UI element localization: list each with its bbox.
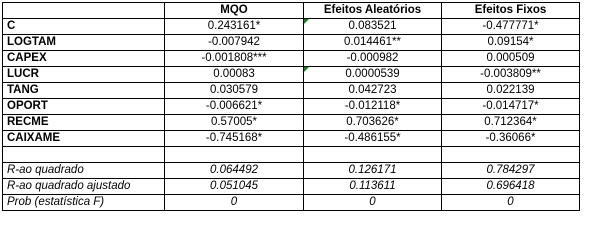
value-cell-efeitos-aleatorios[interactable]: -0.486155*: [304, 131, 442, 147]
table-row: [3, 67, 580, 83]
value-cell-efeitos-fixos[interactable]: -0.014717*: [442, 99, 580, 115]
value-cell-mqo[interactable]: 0.00083: [165, 67, 304, 83]
table-row: [3, 83, 580, 99]
value-cell-efeitos-fixos[interactable]: -0.477771*: [442, 19, 580, 35]
empty-cell[interactable]: [304, 147, 442, 163]
value-cell-efeitos-aleatorios[interactable]: 0.014461**: [304, 35, 442, 51]
value-cell-efeitos-fixos[interactable]: 0.09154*: [442, 35, 580, 51]
empty-cell[interactable]: [3, 147, 165, 163]
value-cell-mqo[interactable]: -0.745168*: [165, 131, 304, 147]
stat-value-efeitos-aleatorios[interactable]: 0: [304, 195, 442, 211]
regression-results-table: [2, 2, 580, 211]
stat-value-efeitos-fixos[interactable]: 0.784297: [442, 163, 580, 179]
header-efeitos-fixos[interactable]: Efeitos Fixos: [442, 3, 580, 19]
table-row: [3, 131, 580, 147]
table-row: [3, 115, 580, 131]
value-cell-mqo[interactable]: -0.006621*: [165, 99, 304, 115]
stat-label-cell[interactable]: R-ao quadrado: [3, 163, 165, 179]
empty-cell[interactable]: [442, 147, 580, 163]
value-cell-efeitos-fixos[interactable]: -0.36066*: [442, 131, 580, 147]
stat-value-mqo[interactable]: 0.051045: [165, 179, 304, 195]
value-cell-mqo[interactable]: 0.030579: [165, 83, 304, 99]
stat-row: [3, 179, 580, 195]
table-row: [3, 35, 580, 51]
value-cell-mqo[interactable]: 0.57005*: [165, 115, 304, 131]
variable-cell[interactable]: CAIXAME: [3, 131, 165, 147]
stat-row: [3, 163, 580, 179]
header-mqo[interactable]: MQO: [165, 3, 304, 19]
variable-cell[interactable]: LUCR: [3, 67, 165, 83]
stat-label-cell[interactable]: Prob (estatística F): [3, 195, 165, 211]
value-cell-efeitos-aleatorios[interactable]: 0.703626*: [304, 115, 442, 131]
value-cell-efeitos-fixos[interactable]: 0.712364*: [442, 115, 580, 131]
blank-row: [3, 147, 580, 163]
table-row: [3, 19, 580, 35]
stat-value-efeitos-fixos[interactable]: 0: [442, 195, 580, 211]
value-cell-efeitos-aleatorios[interactable]: -0.000982: [304, 51, 442, 67]
value-cell-efeitos-aleatorios[interactable]: -0.012118*: [304, 99, 442, 115]
variable-cell[interactable]: CAPEX: [3, 51, 165, 67]
variable-cell[interactable]: TANG: [3, 83, 165, 99]
variable-cell[interactable]: C: [3, 19, 165, 35]
header-efeitos-aleatorios[interactable]: Efeitos Aleatórios: [304, 3, 442, 19]
stat-value-efeitos-fixos[interactable]: 0.696418: [442, 179, 580, 195]
empty-cell[interactable]: [165, 147, 304, 163]
value-cell-efeitos-fixos[interactable]: 0.022139: [442, 83, 580, 99]
value-cell-efeitos-aleatorios[interactable]: 0.0000539: [304, 67, 442, 83]
variable-cell[interactable]: LOGTAM: [3, 35, 165, 51]
value-cell-mqo[interactable]: -0.007942: [165, 35, 304, 51]
header-row: [3, 3, 580, 19]
value-cell-mqo[interactable]: -0.001808***: [165, 51, 304, 67]
value-cell-efeitos-aleatorios[interactable]: 0.042723: [304, 83, 442, 99]
table-row: [3, 99, 580, 115]
variable-cell[interactable]: OPORT: [3, 99, 165, 115]
stat-value-mqo[interactable]: 0: [165, 195, 304, 211]
stat-label-cell[interactable]: R-ao quadrado ajustado: [3, 179, 165, 195]
stat-value-efeitos-aleatorios[interactable]: 0.126171: [304, 163, 442, 179]
value-cell-mqo[interactable]: 0.243161*: [165, 19, 304, 35]
variable-cell[interactable]: RECME: [3, 115, 165, 131]
stat-value-mqo[interactable]: 0.064492: [165, 163, 304, 179]
value-cell-efeitos-aleatorios[interactable]: 0.083521: [304, 19, 442, 35]
stat-row: [3, 195, 580, 211]
header-corner-cell[interactable]: [3, 3, 165, 19]
value-cell-efeitos-fixos[interactable]: 0.000509: [442, 51, 580, 67]
table-row: [3, 51, 580, 67]
value-cell-efeitos-fixos[interactable]: -0.003809**: [442, 67, 580, 83]
stat-value-efeitos-aleatorios[interactable]: 0.113611: [304, 179, 442, 195]
